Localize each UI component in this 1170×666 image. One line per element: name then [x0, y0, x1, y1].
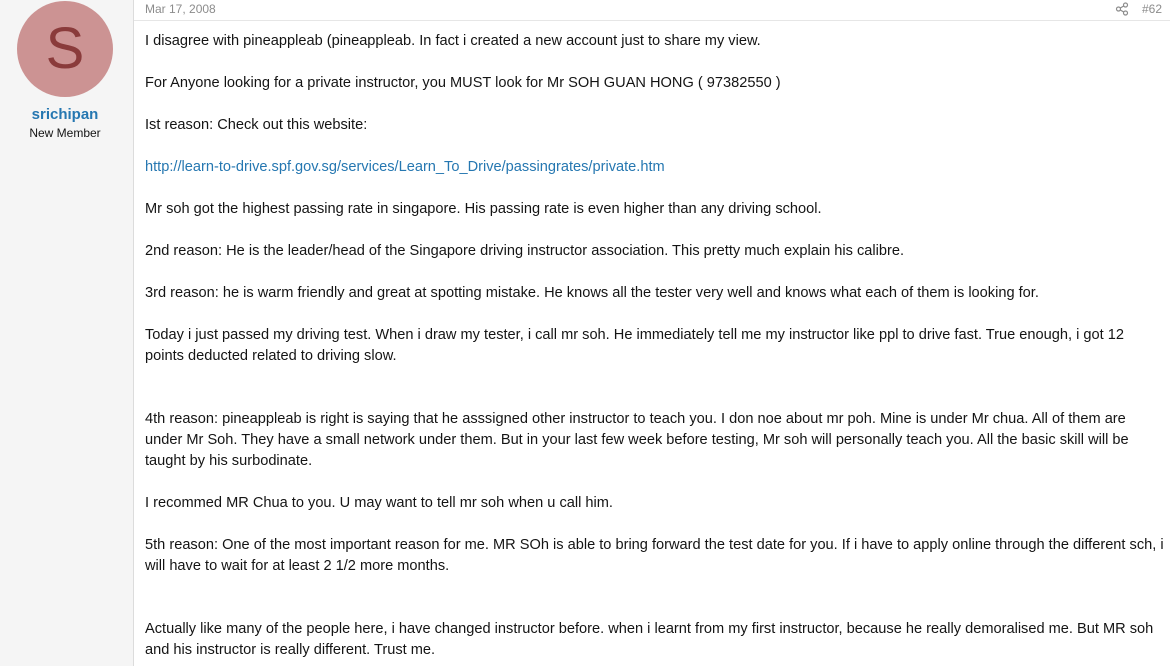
- share-icon-graphic: [1115, 2, 1129, 16]
- post-header: [134, 0, 1170, 21]
- post-paragraph: 2nd reason: He is the leader/head of the Singapore driving instructor association. This pretty much explain his calibre.: [145, 243, 905, 259]
- post-paragraph: I disagree with pineappleab (pineappleab. In fact i created a new account just to share my view.: [145, 33, 761, 49]
- post-paragraph: I recommed MR Chua to you. U may want to tell mr soh when u call him.: [145, 495, 613, 511]
- post-date[interactable]: Mar 17, 2008: [145, 2, 216, 16]
- avatar-letter: S: [45, 16, 85, 81]
- post-paragraph: For Anyone looking for a private instructor, you MUST look for Mr SOH GUAN HONG ( 97382550 ): [145, 75, 781, 91]
- post-number[interactable]: #62: [1142, 2, 1163, 16]
- post-main: [134, 0, 1170, 666]
- user-title: New Member: [29, 126, 101, 140]
- post-paragraph: [145, 157, 1165, 178]
- post-paragraph: Ist reason: Check out this website:: [145, 117, 368, 133]
- passing-rates-link[interactable]: http://learn-to-drive.spf.gov.sg/services/Learn_To_Drive/passingrates/private.htm: [145, 159, 665, 175]
- share-icon[interactable]: [1115, 2, 1129, 16]
- post-paragraph: 3rd reason: he is warm friendly and great at spotting mistake. He knows all the tester very well and knows what each of them is looking for.: [145, 285, 1039, 301]
- post-paragraph: Mr soh got the highest passing rate in singapore. His passing rate is even higher than any driving school.: [145, 201, 822, 217]
- post-paragraph: Actually like many of the people here, i have changed instructor before. when i learnt from my first instructor, because he really demoralised me. But MR soh and his instructor is really different. Trust me.: [145, 621, 1154, 658]
- avatar[interactable]: [17, 1, 113, 97]
- post-paragraph: 4th reason: pineappleab is right is saying that he asssigned other instructor to teach you. I don noe about mr poh. Mine is under Mr chua. All of them are under Mr Soh. They have a small network under them. But in your last few week before testing, Mr soh will personally teach you. All the basic skill will be taught by his surbodinate.: [145, 411, 1129, 469]
- post-paragraph: 5th reason: One of the most important reason for me. MR SOh is able to bring forward the test date for you. If i have to apply online through the different sch, i will have to wait for at least 2 1/2 more months.: [145, 537, 1164, 574]
- user-info-panel: [0, 0, 134, 666]
- post-paragraph: Today i just passed my driving test. When i draw my tester, i call mr soh. He immediately tell me my instructor like ppl to drive fast. True enough, i got 12 points deducted related to driving slow.: [145, 327, 1124, 364]
- username-link[interactable]: srichipan: [31, 106, 99, 123]
- post-body: [145, 31, 1165, 666]
